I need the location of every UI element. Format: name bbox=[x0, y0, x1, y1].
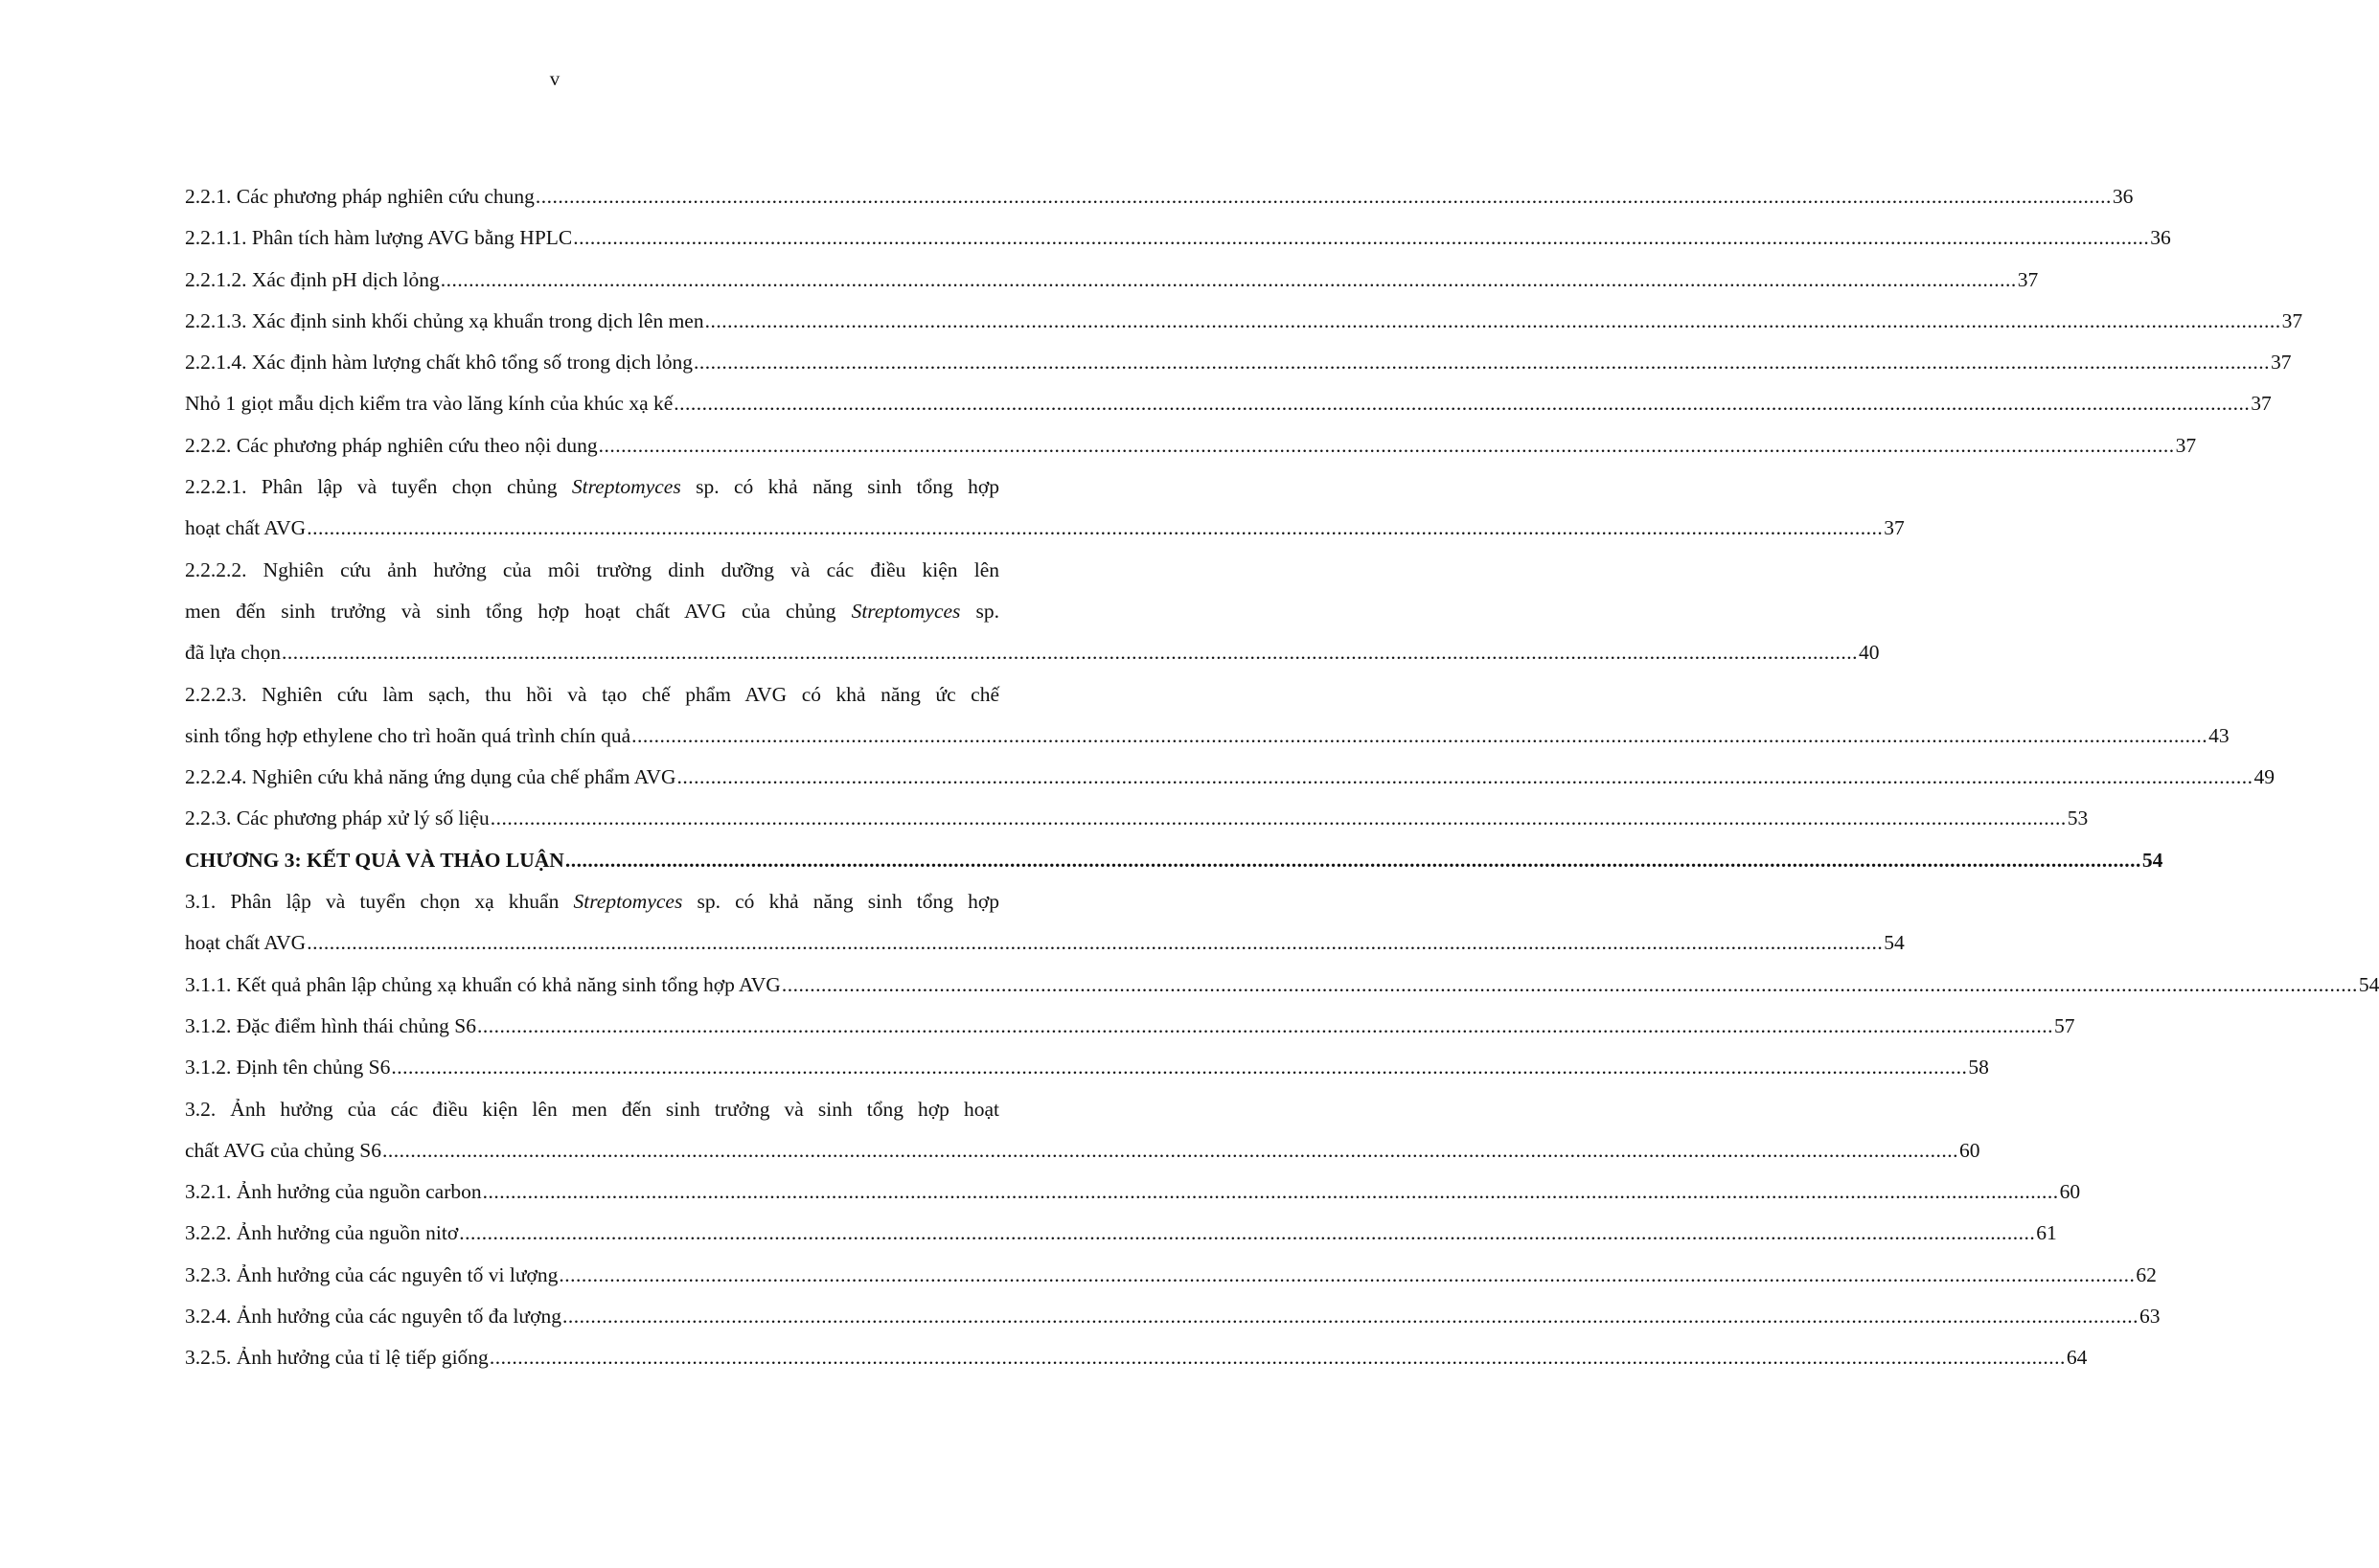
toc-leader-dots bbox=[782, 965, 2358, 1006]
toc-leader-dots bbox=[490, 1337, 2066, 1378]
toc-entry-page: 57 bbox=[2053, 1013, 2075, 1037]
toc-entry-2-2-1-4[interactable] bbox=[185, 342, 2292, 383]
toc-leader-dots bbox=[565, 840, 2141, 881]
toc-entry-title: 2.2.1.1. Phân tích hàm lượng AVG bằng HPLC bbox=[185, 226, 573, 250]
toc-entry-2-2-2-2[interactable] bbox=[185, 550, 1880, 674]
toc-leader-dots bbox=[459, 1213, 2035, 1254]
toc-entry-3-2-1[interactable] bbox=[185, 1171, 2081, 1213]
toc-entry-title: 2.2.2. Các phương pháp nghiên cứu theo nội dung bbox=[185, 433, 598, 457]
table-of-contents bbox=[185, 176, 2379, 1379]
toc-entry-3-2-2[interactable] bbox=[185, 1213, 2057, 1254]
toc-entry-page: 40 bbox=[1859, 641, 1880, 665]
toc-leader-dots bbox=[631, 716, 2207, 757]
toc-entry-2-2-1-2[interactable] bbox=[185, 260, 2039, 301]
toc-entry-2-2-1-1[interactable] bbox=[185, 217, 2171, 259]
toc-entry-title: CHƯƠNG 3: KẾT QUẢ VÀ THẢO LUẬN bbox=[185, 848, 564, 872]
toc-entry-page: 37 bbox=[2271, 351, 2292, 375]
toc-entry-title: 2.2.3. Các phương pháp xử lý số liệu bbox=[185, 807, 490, 830]
toc-entry-2-2-1-3[interactable] bbox=[185, 301, 2303, 342]
toc-entry-title: sinh tổng hợp ethylene cho trì hoãn quá trình chín quả bbox=[185, 723, 631, 747]
toc-entry-title: 3.2.2. Ảnh hưởng của nguồn nitơ bbox=[185, 1221, 459, 1245]
toc-entry-lead-line: 2.2.2.2. Nghiên cứu ảnh hưởng của môi trường dinh dưỡng và các điều kiện lên bbox=[185, 557, 999, 581]
toc-entry-3-1-2-morphology[interactable] bbox=[185, 1006, 2075, 1047]
toc-entry-page: 37 bbox=[2281, 308, 2303, 332]
toc-leader-dots bbox=[559, 1255, 2135, 1296]
toc-entry-title: 3.1.2. Định tên chủng S6 bbox=[185, 1056, 391, 1079]
toc-leader-dots bbox=[536, 176, 2112, 217]
toc-leader-dots bbox=[441, 260, 2017, 301]
toc-leader-dots bbox=[705, 301, 2281, 342]
toc-entry-lead-line: 2.2.2.3. Nghiên cứu làm sạch, thu hồi và tạo chế phẩm AVG có khả năng ức chế bbox=[185, 682, 999, 706]
toc-entry-title: 2.2.1.3. Xác định sinh khối chủng xạ khuẩn trong dịch lên men bbox=[185, 308, 704, 332]
toc-entry-3-2[interactable] bbox=[185, 1089, 1980, 1172]
toc-entry-page: 62 bbox=[2136, 1262, 2157, 1286]
toc-leader-dots bbox=[382, 1130, 1958, 1171]
toc-leader-dots bbox=[483, 1171, 2059, 1213]
toc-leader-dots bbox=[562, 1296, 2139, 1337]
toc-entry-title: 2.2.2.4. Nghiên cứu khả năng ứng dụng của chế phẩm AVG bbox=[185, 765, 676, 789]
toc-entry-page: 63 bbox=[2139, 1305, 2161, 1329]
toc-leader-dots bbox=[677, 757, 2253, 798]
toc-entry-title: 2.2.1.4. Xác định hàm lượng chất khô tổng số trong dịch lỏng bbox=[185, 351, 693, 375]
toc-entry-page: 36 bbox=[2150, 226, 2171, 250]
toc-entry-2-2-3[interactable] bbox=[185, 798, 2089, 839]
toc-entry-title: chất AVG của chủng S6 bbox=[185, 1138, 382, 1162]
toc-entry-3-1-2-naming[interactable] bbox=[185, 1047, 1989, 1088]
toc-entry-page: 43 bbox=[2208, 723, 2230, 747]
toc-entry-chapter-3[interactable] bbox=[185, 840, 2163, 881]
toc-leader-dots bbox=[307, 508, 1883, 549]
toc-entry-title: 3.2.3. Ảnh hưởng của các nguyên tố vi lượng bbox=[185, 1262, 559, 1286]
toc-entry-3-2-5[interactable] bbox=[185, 1337, 2088, 1378]
toc-entry-page: 58 bbox=[1968, 1056, 1989, 1079]
toc-entry-page: 54 bbox=[2141, 848, 2163, 872]
toc-entry-3-2-4[interactable] bbox=[185, 1296, 2161, 1337]
toc-entry-title: 3.2.4. Ảnh hưởng của các nguyên tố đa lượng bbox=[185, 1305, 561, 1329]
toc-entry-title: 2.2.1. Các phương pháp nghiên cứu chung bbox=[185, 185, 535, 208]
toc-entry-page: 61 bbox=[2036, 1221, 2057, 1245]
toc-entry-title: 2.2.1.2. Xác định pH dịch lỏng bbox=[185, 267, 440, 291]
toc-leader-dots bbox=[307, 922, 1883, 964]
toc-entry-page: 60 bbox=[2059, 1180, 2081, 1204]
toc-entry-page: 53 bbox=[2067, 807, 2089, 830]
toc-entry-2-2-1[interactable] bbox=[185, 176, 2134, 217]
toc-leader-dots bbox=[491, 798, 2067, 839]
toc-entry-page: 54 bbox=[2358, 972, 2379, 996]
toc-entry-page: 37 bbox=[2017, 267, 2039, 291]
toc-entry-lead-line: men đến sinh trưởng và sinh tổng hợp hoạt chất AVG của chủng Streptomyces sp. bbox=[185, 599, 999, 623]
toc-leader-dots bbox=[599, 425, 2175, 466]
toc-entry-title: 3.2.1. Ảnh hưởng của nguồn carbon bbox=[185, 1180, 482, 1204]
toc-entry-3-1-1[interactable] bbox=[185, 965, 2379, 1006]
toc-entry-page: 64 bbox=[2066, 1346, 2088, 1370]
toc-entry-2-2-2-3[interactable] bbox=[185, 674, 2230, 758]
toc-entry-page: 37 bbox=[2175, 433, 2197, 457]
toc-entry-page: 60 bbox=[1959, 1138, 1980, 1162]
toc-entry-page: 36 bbox=[2112, 185, 2134, 208]
toc-entry-refractometer[interactable] bbox=[185, 383, 2272, 424]
toc-leader-dots bbox=[282, 632, 1858, 673]
toc-entry-lead-line: 2.2.2.1. Phân lập và tuyển chọn chủng Streptomyces sp. có khả năng sinh tổng hợp bbox=[185, 475, 999, 499]
toc-entry-lead-line: 3.2. Ảnh hưởng của các điều kiện lên men đến sinh trưởng và sinh tổng hợp hoạt bbox=[185, 1097, 999, 1121]
toc-entry-title: đã lựa chọn bbox=[185, 641, 282, 665]
toc-entry-title: 3.2.5. Ảnh hưởng của tỉ lệ tiếp giống bbox=[185, 1346, 489, 1370]
toc-entry-title: hoạt chất AVG bbox=[185, 516, 307, 540]
toc-entry-title: 3.1.1. Kết quả phân lập chủng xạ khuẩn có khả năng sinh tổng hợp AVG bbox=[185, 972, 781, 996]
toc-leader-dots bbox=[674, 383, 2250, 424]
toc-entry-2-2-2-4[interactable] bbox=[185, 757, 2276, 798]
toc-entry-3-1[interactable] bbox=[185, 881, 1905, 965]
toc-entry-page: 49 bbox=[2253, 765, 2276, 789]
toc-entry-lead-line: 3.1. Phân lập và tuyển chọn xạ khuẩn Streptomyces sp. có khả năng sinh tổng hợp bbox=[185, 890, 999, 914]
toc-entry-2-2-2[interactable] bbox=[185, 425, 2197, 466]
toc-entry-title: Nhỏ 1 giọt mẫu dịch kiểm tra vào lăng kính của khúc xạ kế bbox=[185, 392, 674, 416]
toc-entry-title: hoạt chất AVG bbox=[185, 931, 307, 955]
toc-leader-dots bbox=[573, 217, 2149, 259]
toc-leader-dots bbox=[477, 1006, 2053, 1047]
toc-entry-page: 54 bbox=[1884, 931, 1905, 955]
toc-entry-page: 37 bbox=[2251, 392, 2272, 416]
toc-leader-dots bbox=[391, 1047, 1967, 1088]
page-number: v bbox=[549, 67, 560, 90]
toc-entry-2-2-2-1[interactable] bbox=[185, 466, 1905, 550]
toc-leader-dots bbox=[694, 342, 2270, 383]
toc-entry-page: 37 bbox=[1884, 516, 1905, 540]
toc-entry-title: 3.1.2. Đặc điểm hình thái chủng S6 bbox=[185, 1013, 476, 1037]
toc-entry-3-2-3[interactable] bbox=[185, 1255, 2157, 1296]
